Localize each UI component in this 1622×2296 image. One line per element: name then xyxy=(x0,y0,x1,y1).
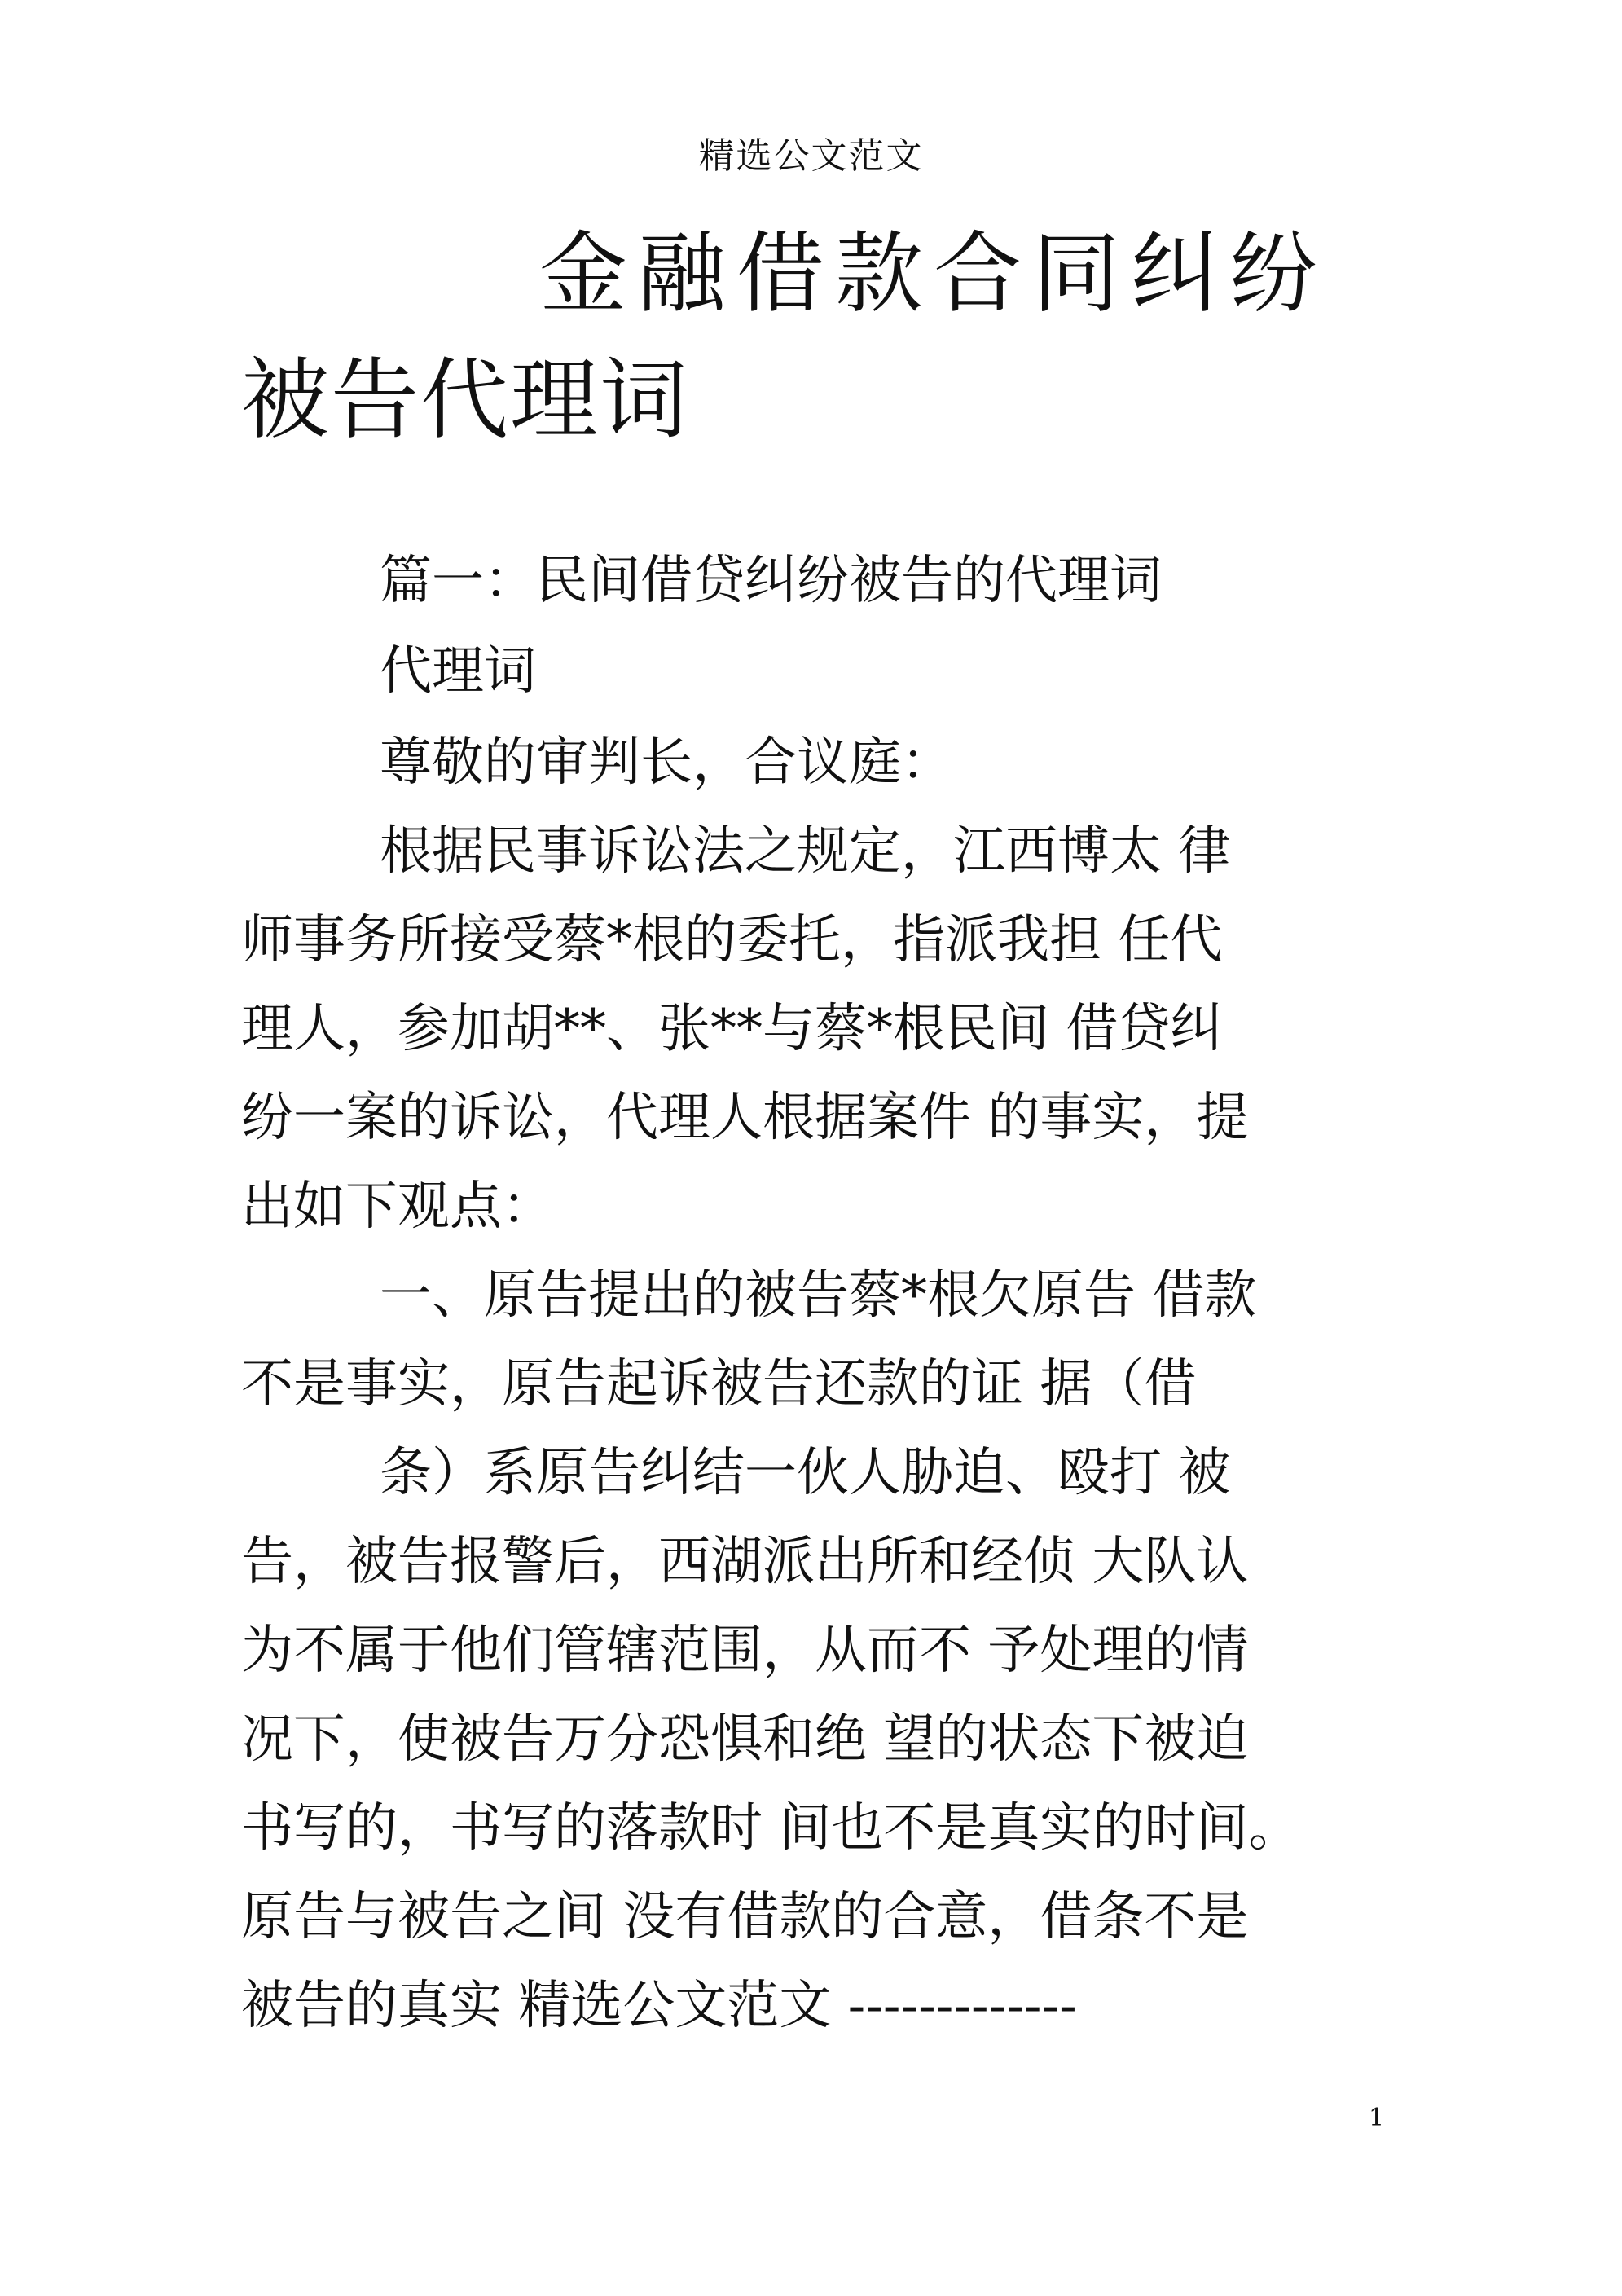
subheading: 代理词 xyxy=(380,641,536,702)
body-line: 师事务所接受蔡*根的委托，指派我担 任代 xyxy=(241,910,1223,970)
body-line: 不是事实，原告起诉被告还款的证 据（借 xyxy=(241,1354,1197,1414)
section-heading: 篇一：民间借贷纠纷被告的代理词 xyxy=(380,551,1162,611)
body-line-with-footer-mark: 被告的真实 精选公文范文 ------------- xyxy=(241,1976,1077,2036)
body-line: 理人，参加胡**、张**与蔡*根民间 借贷纠 xyxy=(241,999,1223,1059)
body-line: 出如下观点： xyxy=(241,1177,554,1237)
body-line: 告，被告报警后，西湖派出所和经侦 大队认 xyxy=(241,1532,1249,1592)
body-line: 况下，使被告万分恐惧和绝 望的状态下被迫 xyxy=(241,1709,1249,1770)
document-title-line-1: 金融借款合同纠纷 xyxy=(539,223,1329,325)
body-line: 纷一案的诉讼，代理人根据案件 的事实，提 xyxy=(241,1088,1249,1148)
body-line: 条）系原告纠结一伙人胁迫、殴打 被 xyxy=(380,1443,1231,1503)
body-line: 根据民事诉讼法之规定，江西博太 律 xyxy=(380,821,1231,882)
body-line: 原告与被告之间 没有借款的合意，借条不是 xyxy=(241,1887,1249,1947)
body-line: 一、原告提出的被告蔡*根欠原告 借款 xyxy=(380,1265,1257,1326)
page-header: 精选公文范文 xyxy=(698,135,924,177)
body-line: 为不属于他们管辖范围，从而不 予处理的情 xyxy=(241,1621,1249,1681)
body-line: 书写的，书写的落款时 间也不是真实的时间。 xyxy=(241,1798,1301,1858)
page-number: 1 xyxy=(1369,2104,1385,2132)
document-title-line-2: 被告代理词 xyxy=(241,350,690,451)
salutation: 尊敬的审判长，合议庭： xyxy=(380,732,953,793)
